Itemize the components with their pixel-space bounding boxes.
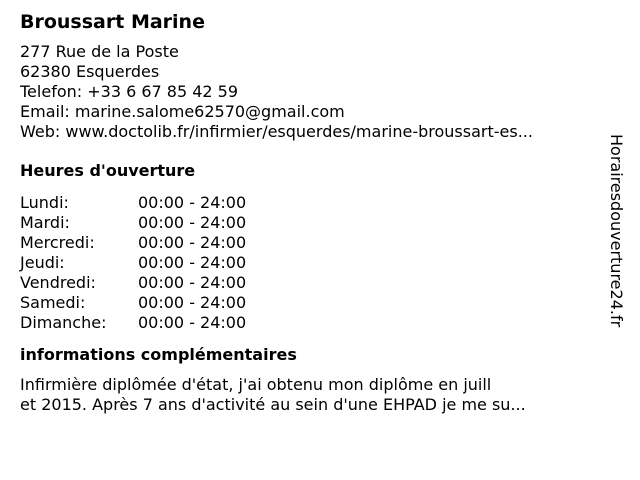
time-range: 00:00 - 24:00 [138,253,247,272]
day-label: Vendredi: [20,273,96,292]
business-card [20,8,600,415]
hours-row-friday [20,273,600,293]
business-name: Broussart Marine [20,11,205,33]
email-address: Email: marine.salome62570@gmail.com [20,102,345,121]
opening-hours-table [20,193,600,333]
day-label: Mercredi: [20,233,95,252]
contact-block [20,42,600,142]
opening-hours-heading: Heures d'ouverture [20,161,196,180]
time-range: 00:00 - 24:00 [138,213,247,232]
additional-info-line-2: et 2015. Après 7 ans d'activité au sein d'une EHPAD je me su... [20,395,526,414]
time-range: 00:00 - 24:00 [138,273,247,292]
hours-row-wednesday [20,233,600,253]
hours-row-tuesday [20,213,600,233]
day-label: Jeudi: [20,253,65,272]
time-range: 00:00 - 24:00 [138,193,247,212]
day-label: Lundi: [20,193,69,212]
street-address: 277 Rue de la Poste [20,42,179,61]
time-range: 00:00 - 24:00 [138,313,247,332]
time-range: 00:00 - 24:00 [138,233,247,252]
time-range: 00:00 - 24:00 [138,293,247,312]
hours-row-thursday [20,253,600,273]
city-address: 62380 Esquerdes [20,62,160,81]
phone-number: Telefon: +33 6 67 85 42 59 [20,82,239,101]
day-label: Samedi: [20,293,86,312]
hours-row-sunday [20,313,600,333]
day-label: Mardi: [20,213,70,232]
side-brand-label: Horairesdouverture24.fr [607,134,626,328]
website-link[interactable]: Web: www.doctolib.fr/infirmier/esquerdes/marine-broussart-es... [20,122,533,141]
day-label: Dimanche: [20,313,107,332]
hours-row-saturday [20,293,600,313]
additional-info-heading: informations complémentaires [20,345,297,364]
additional-info-line-1: Infirmière diplômée d'état, j'ai obtenu mon diplôme en juill [20,375,492,394]
hours-row-monday [20,193,600,213]
